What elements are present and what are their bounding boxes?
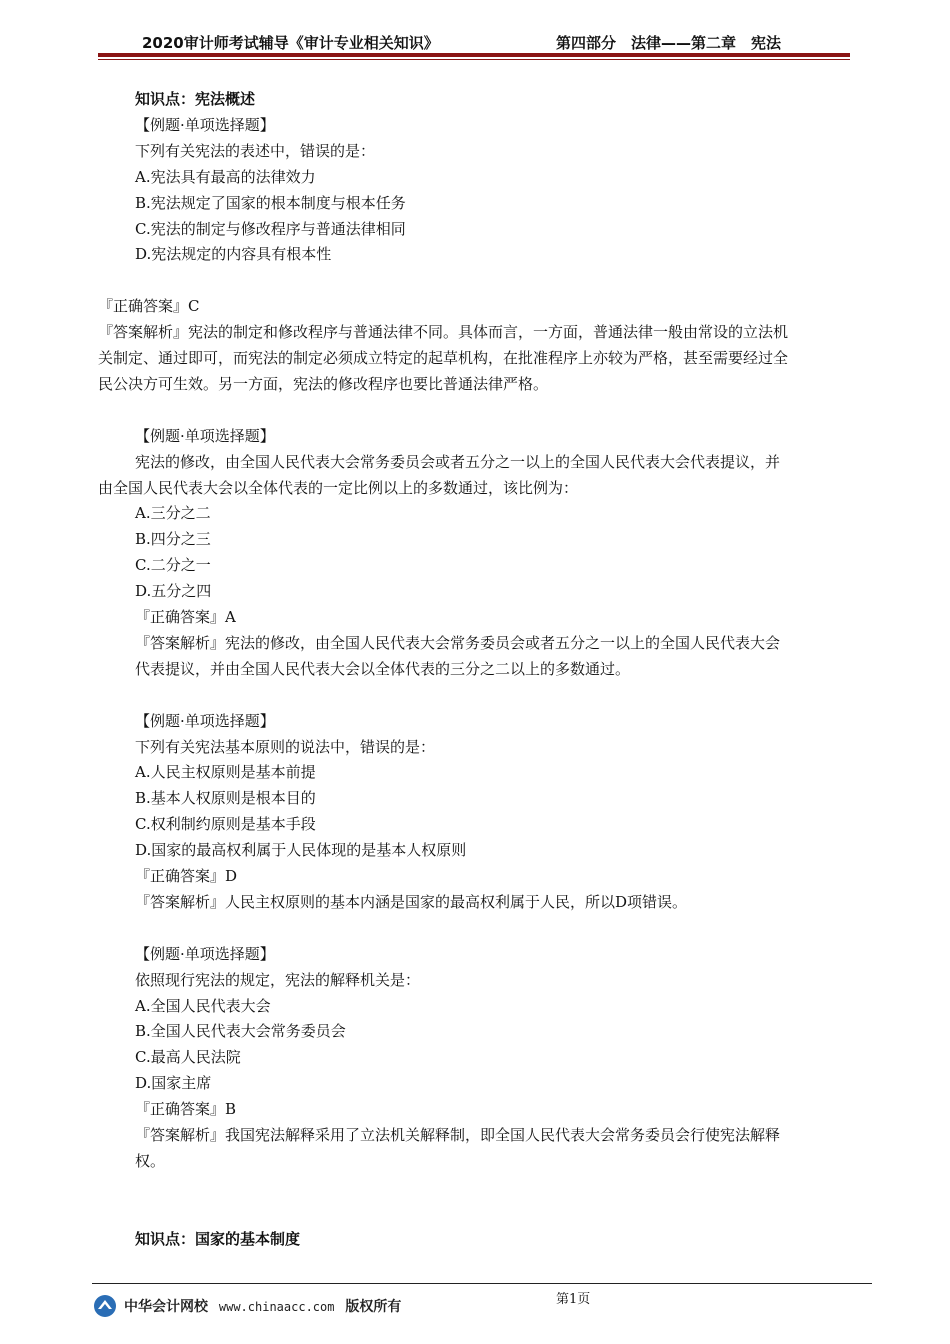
section-heading: 知识点：国家的基本制度 <box>135 1229 301 1248</box>
text-line: A.人民主权原则是基本前提 <box>135 763 316 782</box>
header-rule-thin <box>98 59 850 60</box>
text-line: B.四分之三 <box>135 530 211 549</box>
text-line: D.国家的最高权利属于人民体现的是基本人权原则 <box>135 841 467 860</box>
text-line: C.二分之一 <box>135 556 211 575</box>
brand-url[interactable]: www.chinaacc.com <box>218 1300 335 1314</box>
footer-rule <box>92 1283 872 1284</box>
section-heading: 知识点：宪法概述 <box>135 90 256 108</box>
text-line: D.五分之四 <box>135 582 212 601</box>
copyright-text: 版权所有 <box>345 1299 402 1315</box>
text-line: A.宪法具有最高的法律效力 <box>135 167 316 186</box>
text-line: 由全国人民代表大会以全体代表的一定比例以上的多数通过，该比例为： <box>98 478 579 497</box>
text-line: 『答案解析』宪法的修改，由全国人民代表大会常务委员会或者五分之一以上的全国人民代表大会 <box>135 633 781 652</box>
text-line: 『正确答案』A <box>135 608 236 626</box>
text-line: A.全国人民代表大会 <box>135 996 271 1015</box>
text-line: 【例题·单项选择题】 <box>135 711 275 730</box>
text-line: B.全国人民代表大会常务委员会 <box>135 1022 346 1041</box>
text-line: 民公决方可生效。另一方面，宪法的修改程序也要比普通法律严格。 <box>98 374 549 393</box>
text-line: 『正确答案』B <box>135 1100 237 1119</box>
text-line: 【例题·单项选择题】 <box>135 115 275 134</box>
text-line: 下列有关宪法基本原则的说法中，错误的是： <box>135 737 436 756</box>
text-line: D.宪法规定的内容具有根本性 <box>135 245 332 264</box>
text-line: 下列有关宪法的表述中，错误的是： <box>135 141 376 160</box>
text-line: 『正确答案』C <box>98 297 200 316</box>
text-line: 『答案解析』我国宪法解释采用了立法机关解释制，即全国人民代表大会常务委员会行使宪法解释 <box>135 1126 781 1144</box>
text-line: 权。 <box>135 1151 166 1170</box>
text-line: 『答案解析』宪法的制定和修改程序与普通法律不同。具体而言，一方面，普通法律一般由常设的立法机 <box>98 323 789 342</box>
header-title: 2020审计师考试辅导《审计专业相关知识》 <box>142 34 439 52</box>
text-line: 代表提议，并由全国人民代表大会以全体代表的三分之二以上的多数通过。 <box>135 659 631 678</box>
text-line: C.权利制约原则是基本手段 <box>135 815 316 834</box>
text-line: A.三分之二 <box>135 504 211 523</box>
page-number: 第1页 <box>556 1292 591 1307</box>
text-line: 宪法的修改，由全国人民代表大会常务委员会或者五分之一以上的全国人民代表大会代表提议，并 <box>135 452 781 471</box>
text-line: D.国家主席 <box>135 1074 212 1093</box>
text-line: C.最高人民法院 <box>135 1048 241 1067</box>
text-line: 【例题·单项选择题】 <box>135 944 275 963</box>
page-header <box>98 30 850 52</box>
text-line: 依照现行宪法的规定，宪法的解释机关是： <box>135 970 421 989</box>
brand-name: 中华会计网校 <box>124 1299 208 1315</box>
logo-icon <box>93 1294 117 1318</box>
header-rule-thick <box>98 53 850 57</box>
footer-brand <box>124 1296 401 1316</box>
text-line: 『正确答案』D <box>135 867 238 885</box>
text-line: B.基本人权原则是根本目的 <box>135 789 316 808</box>
text-line: 『答案解析』人民主权原则的基本内涵是国家的最高权利属于人民，所以D项错误。 <box>135 892 688 911</box>
header-chapter: 第四部分 法律——第二章 宪法 <box>556 34 782 52</box>
text-line: 【例题·单项选择题】 <box>135 426 275 445</box>
text-line: C.宪法的制定与修改程序与普通法律相同 <box>135 219 406 238</box>
text-line: 关制定、通过即可，而宪法的制定必须成立特定的起草机构，在批准程序上亦较为严格，甚至需要经过全 <box>98 349 789 367</box>
text-line: B.宪法规定了国家的根本制度与根本任务 <box>135 193 406 212</box>
